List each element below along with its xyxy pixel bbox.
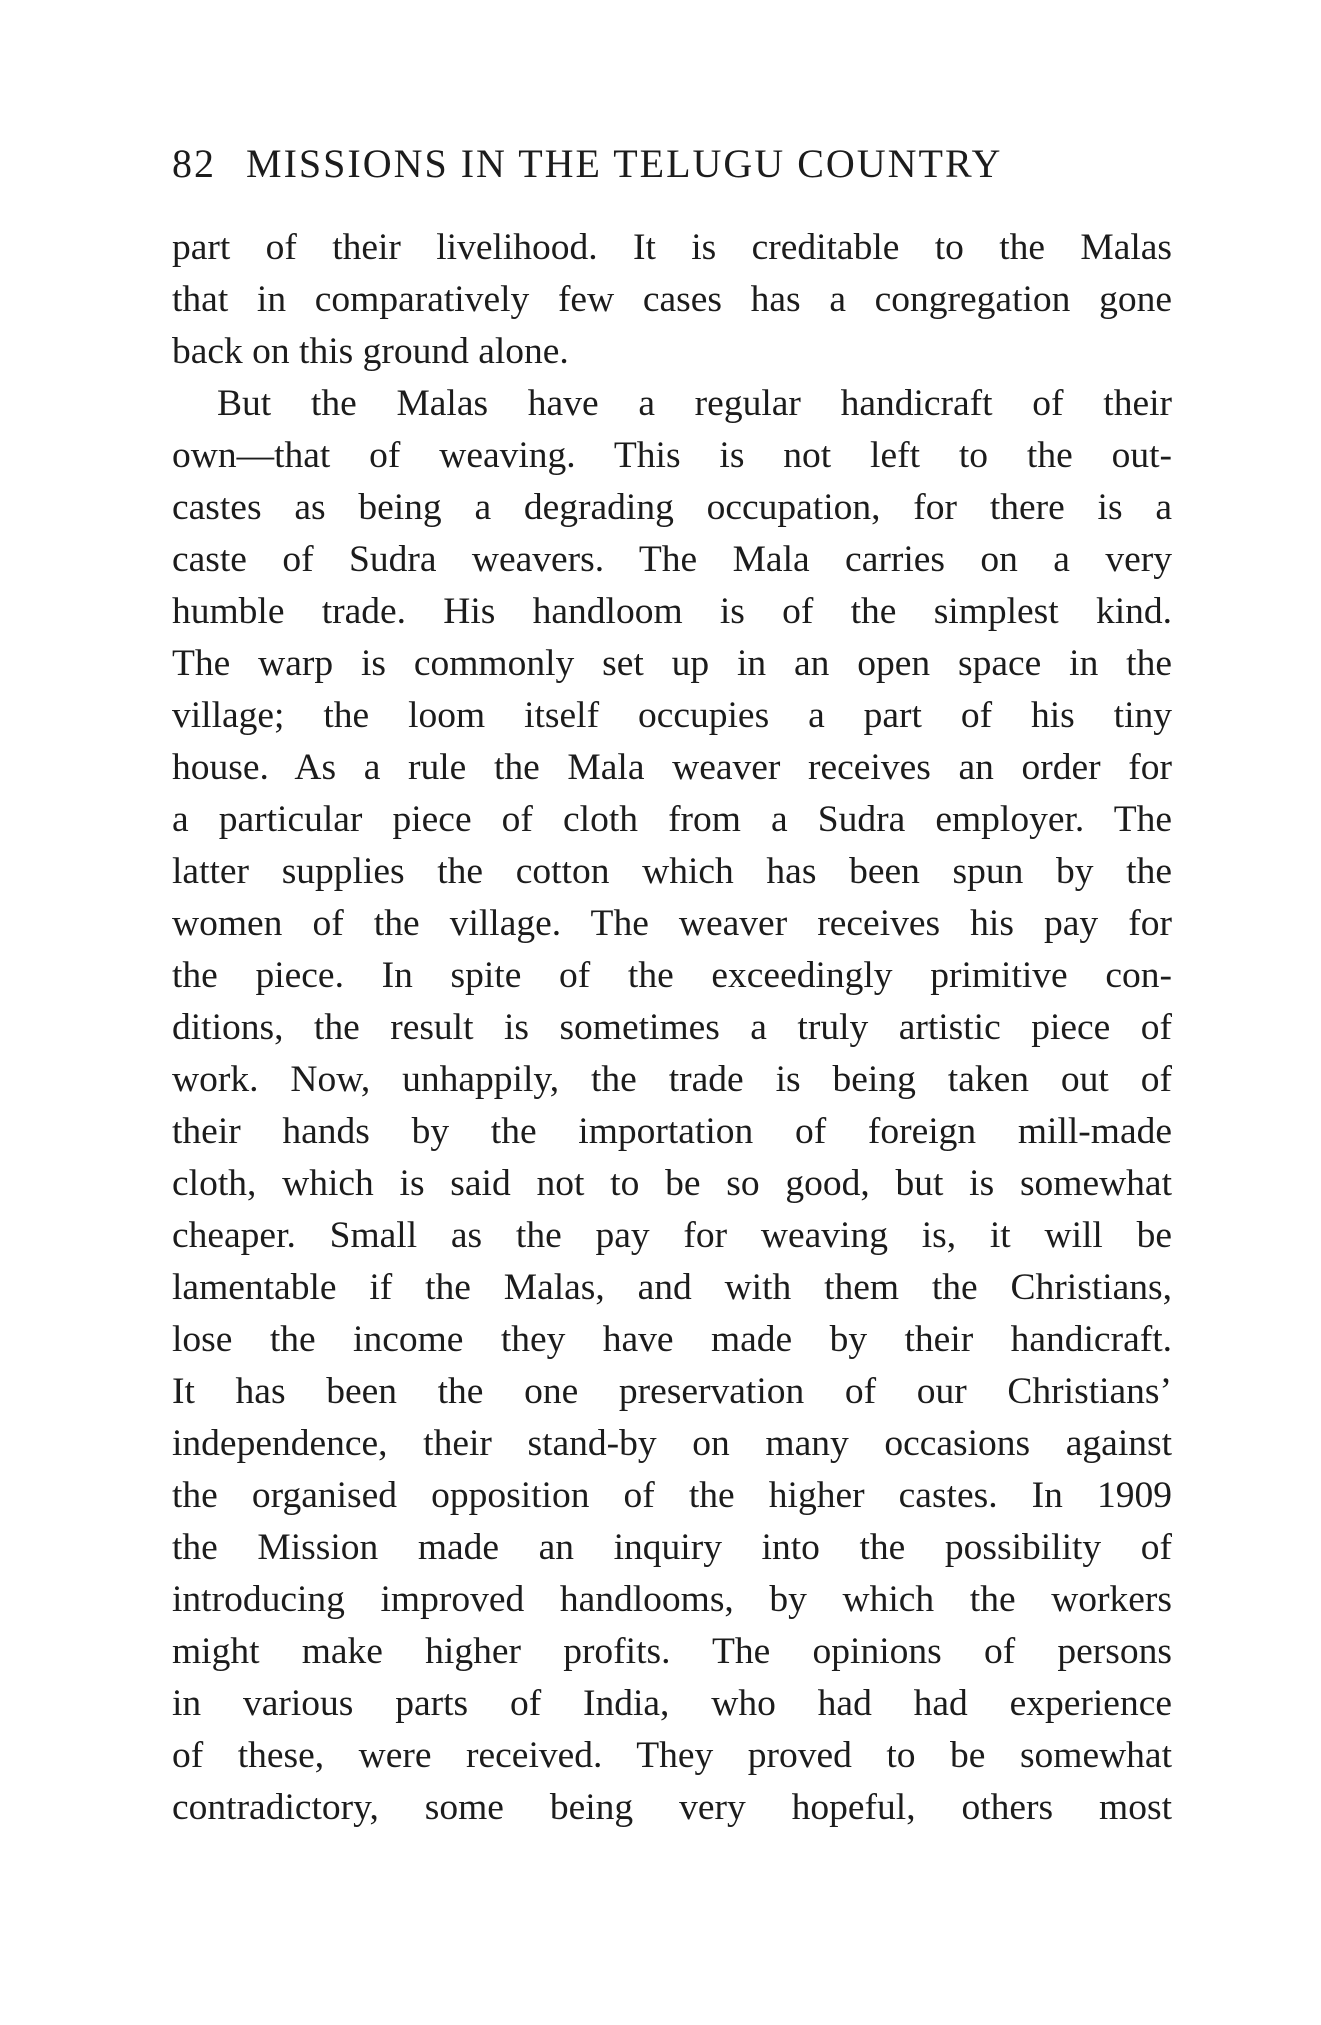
text-line: humble trade. His handloom is of the simplest kind.	[172, 591, 1172, 632]
text-line: might make higher profits. The opinions of persons	[172, 1631, 1172, 1672]
text-line: cheaper. Small as the pay for weaving is, it will be	[172, 1215, 1172, 1256]
text-line: introducing improved handlooms, by which the workers	[172, 1579, 1172, 1620]
text-line: independence, their stand-by on many occasions against	[172, 1423, 1172, 1464]
text-line: castes as being a degrading occupation, for there is a	[172, 487, 1172, 528]
text-line: village; the loom itself occupies a part of his tiny	[172, 695, 1172, 736]
text-line: in various parts of India, who had had experience	[172, 1683, 1172, 1724]
text-line: own—that of weaving. This is not left to the out-	[172, 435, 1172, 476]
text-line: that in comparatively few cases has a congregation gone	[172, 279, 1172, 320]
text-line: contradictory, some being very hopeful, others most	[172, 1787, 1172, 1828]
text-line: part of their livelihood. It is creditable to the Malas	[172, 227, 1172, 268]
text-line: back on this ground alone.	[172, 331, 569, 372]
paragraph-first-line: But the Malas have a regular handicraft of their	[217, 383, 1172, 424]
text-line: lamentable if the Malas, and with them the Christians,	[172, 1267, 1172, 1308]
text-line: the organised opposition of the higher castes. In 1909	[172, 1475, 1172, 1516]
text-line: caste of Sudra weavers. The Mala carries on a very	[172, 539, 1172, 580]
text-line: The warp is commonly set up in an open space in the	[172, 643, 1172, 684]
body-text	[172, 222, 1172, 1834]
text-line: latter supplies the cotton which has been spun by the	[172, 851, 1172, 892]
text-line: house. As a rule the Mala weaver receives an order for	[172, 747, 1172, 788]
text-line: a particular piece of cloth from a Sudra employer. The	[172, 799, 1172, 840]
text-line: the Mission made an inquiry into the possibility of	[172, 1527, 1172, 1568]
text-line: lose the income they have made by their handicraft.	[172, 1319, 1172, 1360]
page-number: 82	[172, 141, 216, 186]
text-line: the piece. In spite of the exceedingly primitive con-	[172, 955, 1172, 996]
text-line: work. Now, unhappily, the trade is being taken out of	[172, 1059, 1172, 1100]
text-line: ditions, the result is sometimes a truly artistic piece of	[172, 1007, 1172, 1048]
text-line: cloth, which is said not to be so good, but is somewhat	[172, 1163, 1172, 1204]
running-title: MISSIONS IN THE TELUGU COUNTRY	[246, 141, 1003, 186]
text-line: It has been the one preservation of our Christians’	[172, 1371, 1172, 1412]
running-head	[172, 140, 1172, 187]
text-line: women of the village. The weaver receives his pay for	[172, 903, 1172, 944]
text-line: of these, were received. They proved to be somewhat	[172, 1735, 1172, 1776]
text-line: their hands by the importation of foreign mill-made	[172, 1111, 1172, 1152]
